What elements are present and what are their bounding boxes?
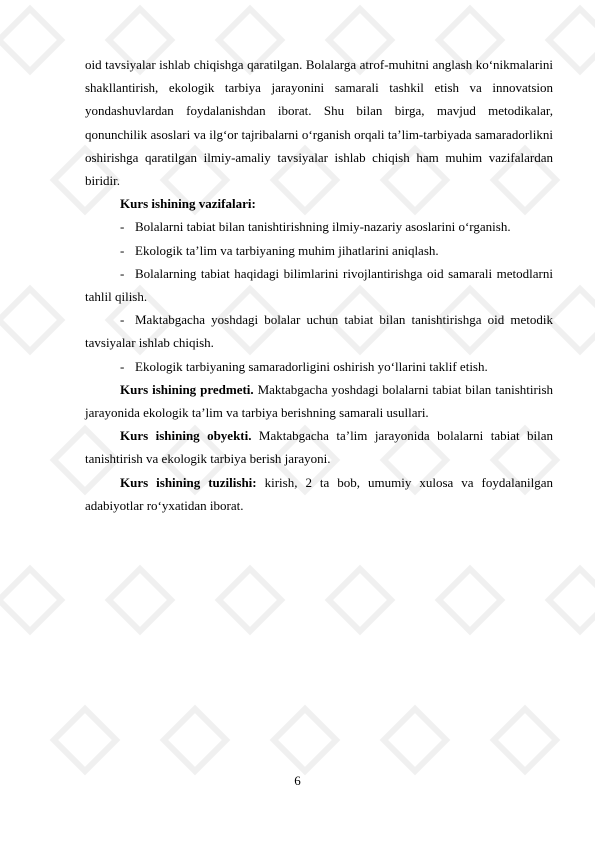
structure-label: Kurs ishining tuzilishi: [120,474,257,490]
watermark-shape [274,709,336,771]
intro-paragraph: oid tavsiyalar ishlab chiqishga qaratilgan. Bolalarga atrof-muhitni anglash ko‘nikmalarini shakllantirish, ekologik tarbiya jarayonini samarali tashkil etish va innovatsion yondashuvlardan foydalanishdan iborat. Shu bilan birga, mavjud metodikalar, qonunchilik asoslari va ilg‘or tajribalarni o‘rganish orqali ta’lim-tarbiyada samaradorlikni oshirishga qaratilgan ilmiy-amaliy tavsiyalar ishlab chiqish ham muhim vazifalardan biridir. [85,57,553,189]
list-dash: - [120,242,125,258]
list-dash: - [120,312,125,328]
object-paragraph [85,424,553,470]
task-text: Bolalarni tabiat bilan tanishtirishning ilmiy-nazariy asoslarini o‘rganish. [135,219,511,235]
subject-label: Kurs ishining predmeti. [120,381,254,397]
task-item-2 [85,239,553,262]
watermark-shape [549,289,595,351]
structure-paragraph [85,471,553,517]
watermark-shape [384,709,446,771]
watermark-shape [549,569,595,631]
task-text: Maktabgacha yoshdagi bolalar uchun tabiat bilan tanishtirishga oid metodik tavsiyalar ishlab chiqish. [85,312,553,351]
watermark-shape [0,9,61,71]
task-item-1 [85,215,553,238]
task-text: Ekologik tarbiyaning samaradorligini oshirish yo‘llarini taklif etish. [135,358,488,374]
watermark-shape [439,569,501,631]
list-dash: - [120,265,125,281]
task-text: Ekologik ta’lim va tarbiyaning muhim jihatlarini aniqlash. [135,242,439,258]
watermark-shape [219,569,281,631]
task-item-4 [85,308,553,354]
task-item-5 [85,355,553,378]
list-dash: - [120,358,125,374]
watermark-shape [0,289,61,351]
list-dash: - [120,219,125,235]
object-label: Kurs ishining obyekti. [120,428,252,444]
task-item-3 [85,262,553,308]
body-text [85,53,553,517]
subject-paragraph [85,378,553,424]
watermark-shape [0,569,61,631]
object-text: Maktabgacha ta’lim jarayonida bolalarni tabiat bilan tanishtirish va ekologik tarbiya berish jarayoni. [85,428,553,467]
watermark-shape [549,9,595,71]
page-number: 6 [294,773,301,788]
structure-text: kirish, 2 ta bob, umumiy xulosa va foydalanilgan adabiyotlar ro‘yxatidan iborat. [85,474,554,513]
watermark-shape [329,569,391,631]
tasks-heading: Kurs ishining vazifalari: [120,196,256,212]
watermark-shape [164,709,226,771]
subject-text: Maktabgacha yoshdagi bolalarni tabiat bilan tanishtirish jarayonida ekologik ta’lim va tarbiya berishning samarali usullari. [85,381,553,421]
task-text: Bolalarning tabiat haqidagi bilimlarini rivojlantirishga oid samarali metodlarni tahlil qilish. [85,265,553,305]
watermark-shape [494,709,556,771]
watermark-shape [54,709,116,771]
watermark-shape [109,569,171,631]
